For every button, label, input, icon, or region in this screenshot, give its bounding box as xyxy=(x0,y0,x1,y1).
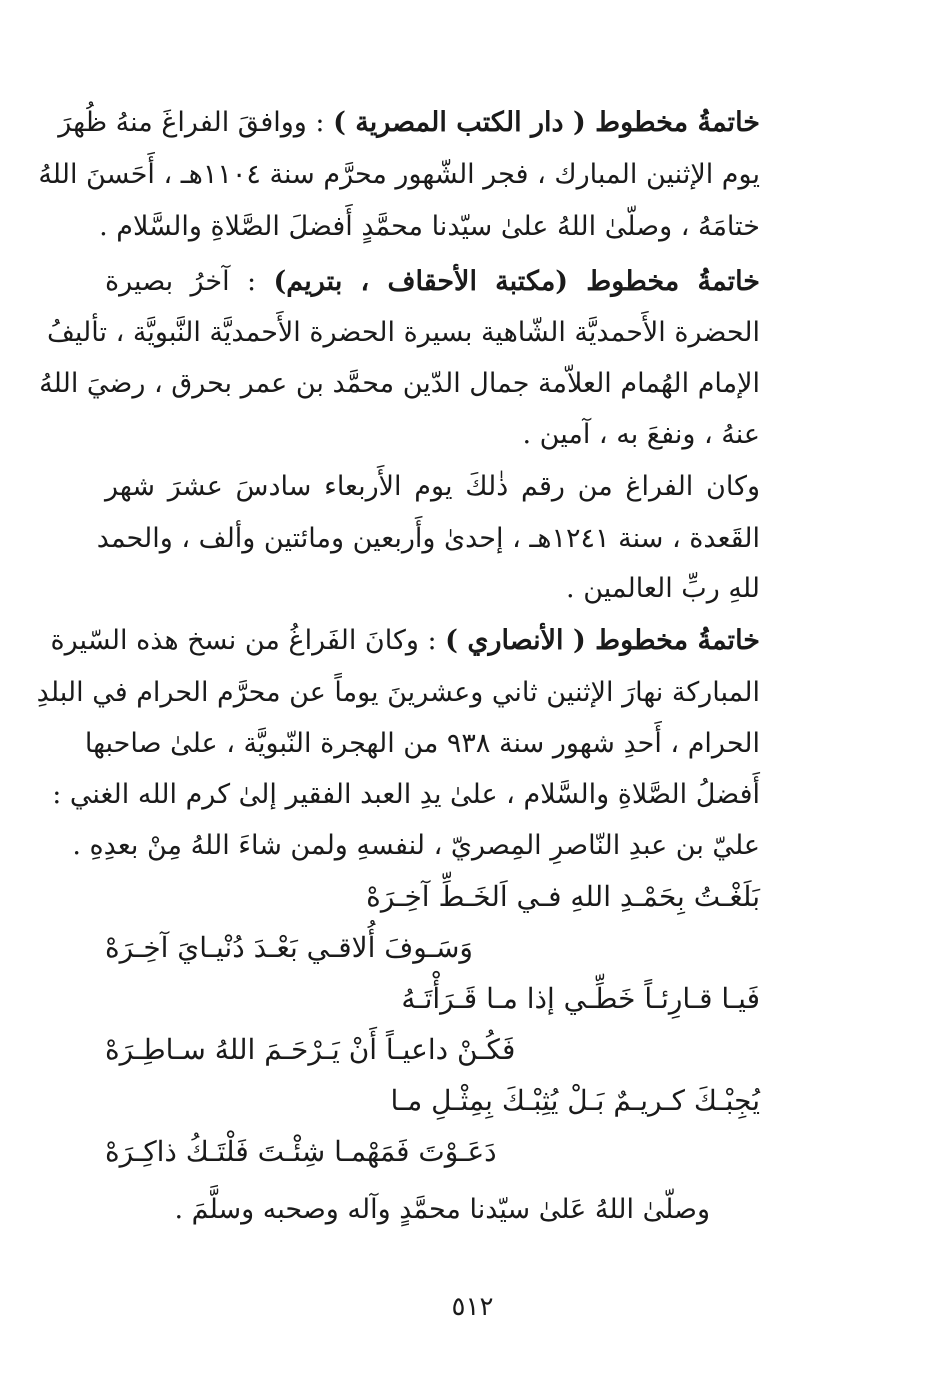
text-line xyxy=(105,262,760,302)
section-heading: خاتمةُ مخطوط ( دار الكتب المصرية ) xyxy=(333,107,760,138)
text-line: أَفضلُ الصَّلاةِ والسَّلام ، علىٰ يدِ العبد الفقير إلىٰ كرم الله الغني : xyxy=(52,779,760,810)
text-line: الإمام الهُمام العلاّمة جمال الدّين محمَّد بن عمر بحرق ، رضيَ اللهُ xyxy=(39,368,760,399)
text-span: : وكانَ الفَراغُ من نسخ هذه السّيرة xyxy=(50,625,446,656)
text-span: : آخرُ بصيرة xyxy=(105,266,274,297)
text-line: ختامَهُ ، وصلّىٰ اللهُ علىٰ سيّدنا محمَّدٍ أَفضلَ الصَّلاةِ والسَّلام . xyxy=(99,211,760,242)
text-line: للهِ ربِّ العالمين . xyxy=(566,573,760,604)
verse-hemistich: يُجِبْـكَ كـريـمٌ بَـلْ يُثِبْـكَ بِمِثْـلِ مـا xyxy=(390,1084,760,1117)
section-heading: خاتمةُ مخطوط (مكتبة الأحقاف ، بتريم) xyxy=(273,266,760,297)
verse-hemistich: فَكُـنْ داعيـاً أَنْ يَـرْحَـمَ اللهُ سـاطِـرَهْ xyxy=(105,1033,516,1066)
text-line: الحضرة الأَحمديَّة الشّاهية بسيرة الحضرة الأَحمديَّة النَّبويَّة ، تأليفُ xyxy=(46,317,760,348)
page-number: ٥١٢ xyxy=(451,1292,494,1322)
verse-hemistich: فَيـا قـارِئـاً خَطِّـي إذا مـا قَـرَأْتَـهُ xyxy=(401,982,760,1015)
text-line: عنهُ ، ونفعَ به ، آمين . xyxy=(522,419,760,450)
text-line: يوم الإثنين المبارك ، فجر الشّهور محرَّم سنة ١١٠٤هـ ، أَحَسنَ اللهُ xyxy=(38,159,760,190)
verse-hemistich: بَلَغْـتُ بِحَمْـدِ اللهِ فـي اَلخَـطِّ آخِـرَهْ xyxy=(366,880,760,913)
verse-hemistich: دَعَـوْتَ فَمَهْمـا شِئْـتَ فَلْتَـكُ ذاكِـرَهْ xyxy=(105,1135,497,1168)
verse-hemistich: وَسَـوفَ أُلاقـي بَعْـدَ دُنْيـايَ آخِـرَهْ xyxy=(105,931,473,964)
text-line: عليّ بن عبدِ النّاصرِ المِصريّ ، لنفسهِ ولمن شاءَ اللهُ مِنْ بعدِهِ . xyxy=(72,830,760,861)
text-line xyxy=(58,103,760,143)
text-line: القَعدة ، سنة ١٢٤١هـ ، إحدىٰ وأَربعين ومائتين وألف ، والحمد xyxy=(96,523,760,554)
section-heading: خاتمةُ مخطوط ( الأنصاري ) xyxy=(445,625,760,656)
text-line: المباركة نهارَ الإثنين ثاني وعشرينَ يوماً عن محرَّم الحرام في البلدِ xyxy=(36,677,760,708)
closing-line: وصلّىٰ اللهُ عَلىٰ سيّدنا محمَّدٍ وآله وصحبه وسلَّمَ . xyxy=(174,1194,710,1225)
text-line xyxy=(50,621,760,661)
text-line: وكان الفراغ من رقم ذٰلكَ يوم الأَربعاء سادسَ عشرَ شهر xyxy=(105,471,760,502)
text-span: : ووافقَ الفراغَ منهُ ظُهرَ xyxy=(58,107,334,138)
text-line: الحرام ، أَحدِ شهور سنة ٩٣٨ من الهجرة النّبويَّة ، علىٰ صاحبها xyxy=(84,728,760,759)
